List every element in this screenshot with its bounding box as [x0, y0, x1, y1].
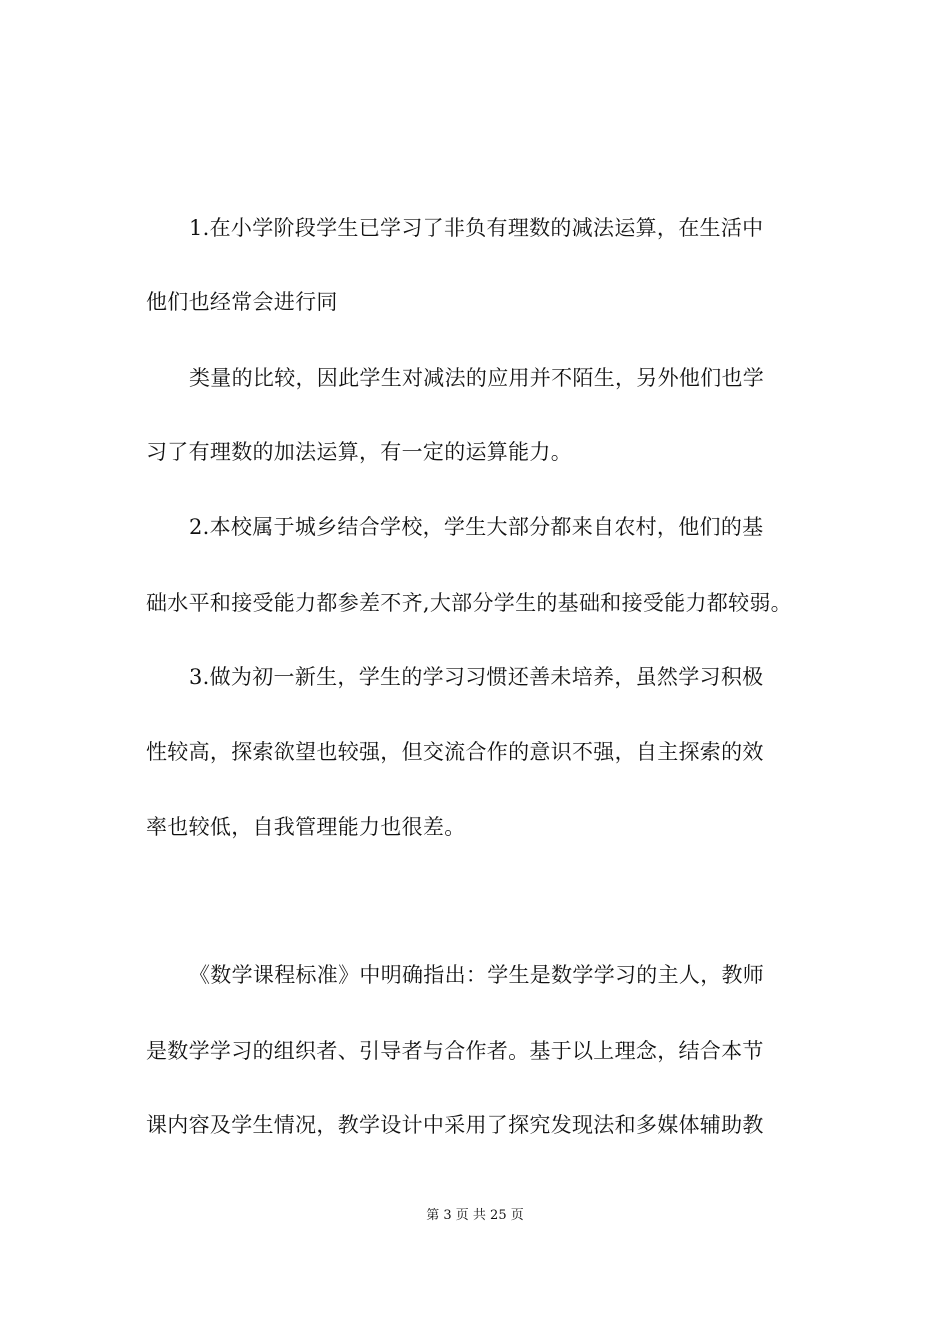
paragraph-line: 3.做为初一新生，学生的学习习惯还善未培养，虽然学习积极 — [189, 665, 764, 689]
page-number-footer: 第 3 页 共 25 页 — [426, 1208, 524, 1223]
paragraph-line: 《数学课程标准》中明确指出：学生是数学学习的主人，教师 — [189, 963, 765, 987]
paragraph-line: 1.在小学阶段学生已学习了非负有理数的减法运算，在生活中 — [189, 216, 764, 240]
paragraph-line: 他们也经常会进行同 — [146, 290, 338, 314]
paragraph-line: 率也较低，自我管理能力也很差。 — [146, 815, 466, 839]
paragraph-line: 习了有理数的加法运算，有一定的运算能力。 — [146, 440, 572, 464]
paragraph-line: 2.本校属于城乡结合学校，学生大部分都来自农村，他们的基 — [189, 515, 764, 539]
paragraph-line: 课内容及学生情况，教学设计中采用了探究发现法和多媒体辅助教 — [146, 1113, 764, 1137]
paragraph-line: 类量的比较，因此学生对减法的应用并不陌生，另外他们也学 — [189, 366, 765, 390]
paragraph-line: 性较高，探索欲望也较强，但交流合作的意识不强，自主探索的效 — [146, 740, 764, 764]
paragraph-line: 础水平和接受能力都参差不齐,大部分学生的基础和接受能力都较弱。 — [146, 591, 792, 615]
paragraph-line: 是数学学习的组织者、引导者与合作者。基于以上理念，结合本节 — [146, 1039, 764, 1063]
